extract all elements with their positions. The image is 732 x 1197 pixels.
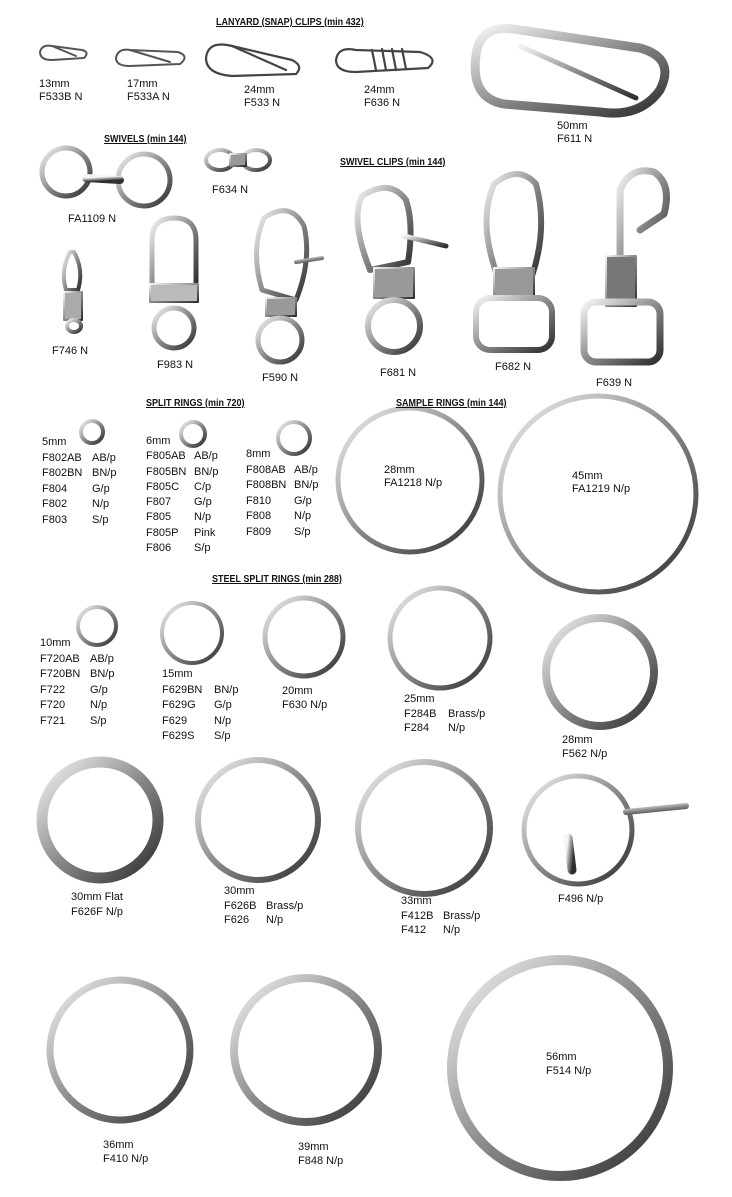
item-size: 36mm [103, 1139, 134, 1151]
finish-cell: N/p [90, 699, 108, 711]
item-code: F533 N [244, 97, 281, 109]
code-cell: F805BN [146, 465, 187, 478]
code-cell: F722 [40, 683, 66, 696]
lanyard-item-f533b [39, 78, 82, 104]
swivels-heading: SWIVELS (min 144) [104, 134, 187, 145]
swivel-fa1109-photo [42, 148, 170, 206]
snap-clip-24mm-photo [206, 45, 299, 77]
size-label: 5mm [42, 436, 67, 448]
swivel-clips-heading: SWIVEL CLIPS (min 144) [340, 157, 446, 168]
finish-cell: S/p [92, 513, 109, 526]
swivel-clip-f682-photo [476, 174, 552, 350]
swivel-f746-photo [64, 252, 82, 332]
finish-cell: N/p [448, 722, 466, 734]
finish-cell: Brass/p [448, 707, 486, 720]
steel-ring-56mm-label [546, 1050, 591, 1078]
swivel-code-f590: F590 N [262, 372, 299, 384]
item-code: F410 N/p [103, 1153, 149, 1165]
finish-cell: N/p [443, 924, 461, 936]
swivel-clip-code-f639: F639 N [596, 377, 633, 389]
finish-cell: AB/p [92, 451, 116, 464]
finish-cell: S/p [214, 730, 231, 742]
item-code: F636 N [364, 97, 401, 109]
snap-clip-24mm-spring-photo [336, 49, 433, 72]
size-label: 30mm [224, 885, 255, 897]
steel-ring-28mm-label [562, 733, 607, 761]
steel-ring-36mm-photo [50, 980, 190, 1120]
finish-cell: G/p [294, 494, 312, 507]
item-code: F514 N/p [546, 1065, 592, 1077]
sample-ring-fa1219 [572, 470, 630, 496]
item-size: 50mm [557, 120, 588, 132]
code-cell: F284B [404, 707, 437, 720]
size-label: 8mm [246, 448, 271, 460]
code-cell: F629BN [162, 683, 203, 696]
snap-clip-17mm-photo [116, 50, 185, 66]
steel-ring-25mm-photo [390, 588, 490, 688]
finish-cell: N/p [194, 511, 212, 524]
code-cell: F805AB [146, 450, 186, 463]
code-cell: F808BN [246, 479, 287, 491]
size-label: 25mm [404, 693, 435, 705]
finish-cell: G/p [92, 482, 110, 495]
code-cell: F804 [42, 482, 68, 495]
item-size: 20mm [282, 685, 313, 697]
finish-cell: BN/p [294, 479, 319, 491]
item-size: 28mm [384, 464, 415, 476]
finish-cell: BN/p [92, 467, 117, 479]
item-size: 56mm [546, 1051, 577, 1063]
code-cell: F721 [40, 714, 66, 727]
code-cell: F720 [40, 699, 66, 711]
code-cell: F806 [146, 542, 172, 555]
lanyard-item-f533 [244, 84, 280, 110]
item-size: 24mm [244, 84, 275, 96]
item-code: F562 N/p [562, 748, 608, 760]
swivel-clip-code-f681: F681 N [380, 367, 417, 379]
split-ring-6mm-table [146, 434, 218, 556]
code-cell: F803 [42, 513, 68, 526]
code-cell: F412 [401, 924, 427, 936]
item-code: FA1218 N/p [384, 477, 443, 489]
code-cell: F802BN [42, 467, 83, 479]
finish-cell: G/p [194, 496, 212, 509]
finish-cell: BN/p [214, 683, 239, 696]
code-cell: F802 [42, 498, 68, 510]
size-label: 10mm [40, 637, 71, 649]
code-cell: F802AB [42, 451, 82, 464]
swivel-code-f746: F746 N [52, 345, 89, 357]
split-rings-heading: SPLIT RINGS (min 720) [146, 398, 245, 409]
code-cell: F626 [224, 914, 250, 926]
split-ring-8mm-table [246, 447, 318, 540]
swivel-f983-photo [150, 218, 198, 348]
size-label: 15mm [162, 668, 193, 680]
code-cell: F720BN [40, 668, 81, 680]
steel-split-rings-heading: STEEL SPLIT RINGS (min 288) [212, 574, 342, 585]
finish-cell: Brass/p [443, 909, 481, 922]
code-cell: F720AB [40, 652, 80, 665]
finish-cell: S/p [294, 525, 311, 538]
code-cell: F805 [146, 511, 172, 524]
lanyard-item-f636 [364, 84, 400, 110]
steel-ring-39mm-photo [234, 978, 378, 1122]
swivel-f590-photo [256, 211, 322, 362]
item-code: F848 N/p [298, 1155, 344, 1167]
sample-ring-fa1218 [384, 464, 442, 490]
steel-ring-33mm-photo [358, 762, 490, 894]
steel-ring-15mm-table [162, 667, 238, 745]
swivel-code-f634: F634 N [212, 184, 249, 196]
lanyard-item-f533a [127, 78, 170, 104]
finish-cell: AB/p [194, 450, 218, 463]
steel-ring-25mm-table [404, 692, 485, 736]
item-size: 24mm [364, 84, 395, 96]
swivel-clip-f681-photo [358, 188, 447, 352]
item-size: 45mm [572, 470, 603, 482]
code-cell: F805P [146, 526, 179, 539]
steel-ring-f496-photo [524, 776, 686, 884]
item-size: 39mm [298, 1141, 329, 1153]
steel-ring-39mm-label [298, 1140, 343, 1168]
item-code: F630 N/p [282, 699, 328, 711]
code-cell: F808AB [246, 463, 286, 476]
steel-ring-30mm-flat-photo [42, 762, 158, 878]
item-code: F611 N [557, 133, 593, 145]
finish-cell: AB/p [294, 463, 318, 476]
item-size: 28mm [562, 734, 593, 746]
finish-cell: BN/p [90, 668, 115, 680]
swivel-clip-code-f682: F682 N [495, 361, 532, 373]
steel-ring-30mm-flat-label [71, 890, 123, 920]
code-cell: F629G [162, 699, 196, 711]
sample-rings-heading: SAMPLE RINGS (min 144) [396, 398, 507, 409]
steel-ring-36mm-label [103, 1138, 148, 1166]
finish-cell: G/p [214, 699, 232, 711]
carabiner-50mm-photo [475, 28, 665, 113]
finish-cell: Pink [194, 526, 216, 539]
item-code: F626F N/p [71, 906, 123, 918]
steel-ring-f496-code: F496 N/p [558, 893, 604, 905]
size-label: 33mm [401, 895, 432, 907]
swivel-code-fa1109: FA1109 N [68, 213, 117, 225]
finish-cell: N/p [294, 510, 312, 522]
steel-ring-30mm-photo [198, 760, 318, 880]
swivel-code-f983: F983 N [157, 359, 194, 371]
swivel-clip-f639-photo [584, 171, 666, 362]
finish-cell: S/p [90, 714, 107, 727]
steel-ring-20mm-photo [265, 598, 343, 676]
item-code: F533B N [39, 91, 83, 103]
steel-ring-15mm-photo [162, 603, 222, 663]
steel-ring-33mm-table [401, 894, 480, 938]
steel-ring-30mm-table [224, 884, 303, 928]
finish-cell: AB/p [90, 652, 114, 665]
item-size: 17mm [127, 78, 158, 90]
finish-cell: BN/p [194, 465, 219, 478]
steel-ring-28mm-photo [546, 618, 654, 726]
finish-cell: S/p [194, 542, 211, 555]
finish-cell: Brass/p [266, 899, 304, 912]
steel-ring-20mm-label [282, 684, 327, 712]
code-cell: F626B [224, 899, 257, 912]
lanyard-heading: LANYARD (SNAP) CLIPS (min 432) [216, 17, 364, 28]
split-ring-5mm-table [42, 435, 116, 528]
code-cell: F412B [401, 909, 434, 922]
item-size: 30mm Flat [71, 891, 123, 903]
size-label: 6mm [146, 435, 171, 447]
code-cell: F629S [162, 730, 195, 742]
code-cell: F629 [162, 714, 188, 727]
code-cell: F807 [146, 496, 172, 509]
snap-clip-13mm-photo [40, 46, 87, 60]
item-code: F533A N [127, 91, 170, 103]
swivel-f634-photo [206, 150, 270, 170]
finish-cell: N/p [266, 914, 284, 926]
item-size: 13mm [39, 78, 70, 90]
code-cell: F808 [246, 510, 272, 522]
steel-ring-10mm-table [40, 636, 114, 729]
finish-cell: N/p [214, 714, 232, 727]
code-cell: F809 [246, 525, 272, 538]
finish-cell: C/p [194, 480, 212, 493]
item-code: FA1219 N/p [572, 483, 631, 495]
code-cell: F284 [404, 722, 430, 734]
lanyard-item-f611 [557, 120, 592, 146]
finish-cell: G/p [90, 683, 108, 696]
code-cell: F810 [246, 494, 272, 507]
code-cell: F805C [146, 480, 180, 493]
finish-cell: N/p [92, 498, 110, 510]
